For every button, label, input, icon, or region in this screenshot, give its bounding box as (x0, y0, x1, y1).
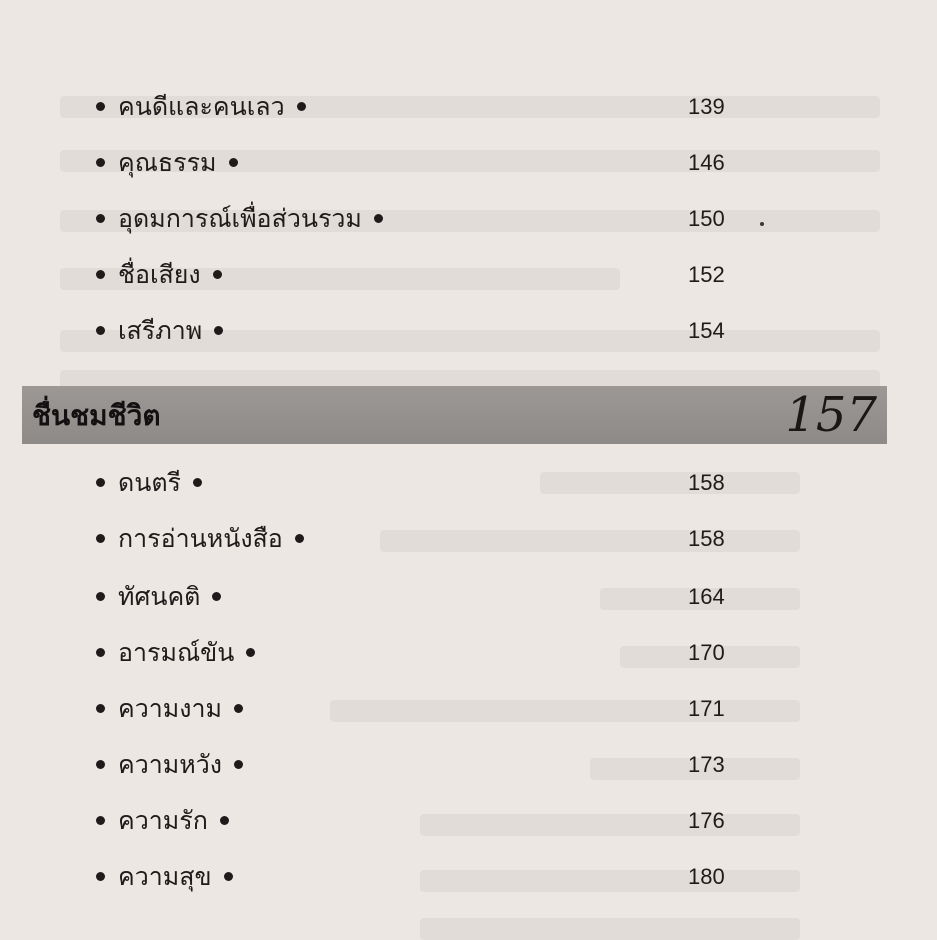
toc-entry-title: ทัศนคติ (118, 580, 221, 614)
toc-entry-page: 146 (688, 150, 725, 175)
toc-entry (96, 88, 736, 128)
toc-entry-title: คนดีและคนเลว (118, 90, 306, 124)
toc-entry-page: 158 (688, 470, 725, 495)
bullet-icon (96, 760, 105, 769)
bullet-icon (96, 872, 105, 881)
bullet-icon (96, 214, 105, 223)
toc-entry-title: การอ่านหนังสือ (118, 522, 304, 556)
toc-entry-page: 171 (688, 696, 725, 721)
toc-entry-title: อารมณ์ขัน (118, 636, 255, 670)
toc-entry-page: 158 (688, 526, 725, 551)
toc-entry (96, 578, 736, 618)
section-page-number: 157 (785, 387, 877, 443)
toc-entry-page: 180 (688, 864, 725, 889)
section-title: ชื่นชมชีวิต (32, 399, 161, 432)
toc-entry (96, 802, 736, 842)
toc-entry-page: 139 (688, 94, 725, 119)
bullet-icon (96, 816, 105, 825)
toc-entry-page: 154 (688, 318, 725, 343)
toc-entry (96, 256, 736, 296)
bullet-icon (96, 704, 105, 713)
toc-entry (96, 858, 736, 898)
toc-entry (96, 464, 736, 504)
bullet-icon (96, 648, 105, 657)
toc-entry (96, 312, 736, 352)
toc-entry-page: 164 (688, 584, 725, 609)
bullet-icon (96, 592, 105, 601)
bullet-icon (96, 158, 105, 167)
toc-entry (96, 200, 736, 240)
toc-entry-title: คุณธรรม (118, 146, 238, 180)
toc-entry-title: ดนตรี (118, 466, 202, 500)
toc-entry-title: ความรัก (118, 804, 229, 838)
bullet-icon (96, 326, 105, 335)
bullet-icon (96, 534, 105, 543)
toc-entry-title: ความหวัง (118, 748, 243, 782)
section-header (22, 386, 887, 444)
bullet-icon (96, 102, 105, 111)
toc-entry-page: 173 (688, 752, 725, 777)
toc-entry (96, 634, 736, 674)
toc-entry-page: 176 (688, 808, 725, 833)
print-speck (760, 222, 764, 226)
toc-entry-title: ความงาม (118, 692, 243, 726)
toc-entry (96, 144, 736, 184)
toc-entry (96, 690, 736, 730)
toc-entry-title: ความสุข (118, 860, 233, 894)
bullet-icon (96, 478, 105, 487)
toc-entry-title: ชื่อเสียง (118, 258, 222, 292)
toc-entry-page: 152 (688, 262, 725, 287)
toc-entry-page: 150 (688, 206, 725, 231)
toc-entry-page: 170 (688, 640, 725, 665)
toc-entry (96, 520, 736, 560)
bullet-icon (96, 270, 105, 279)
toc-entry-title: อุดมการณ์เพื่อส่วนรวม (118, 202, 383, 236)
toc-entry (96, 746, 736, 786)
toc-entry-title: เสรีภาพ (118, 314, 223, 348)
